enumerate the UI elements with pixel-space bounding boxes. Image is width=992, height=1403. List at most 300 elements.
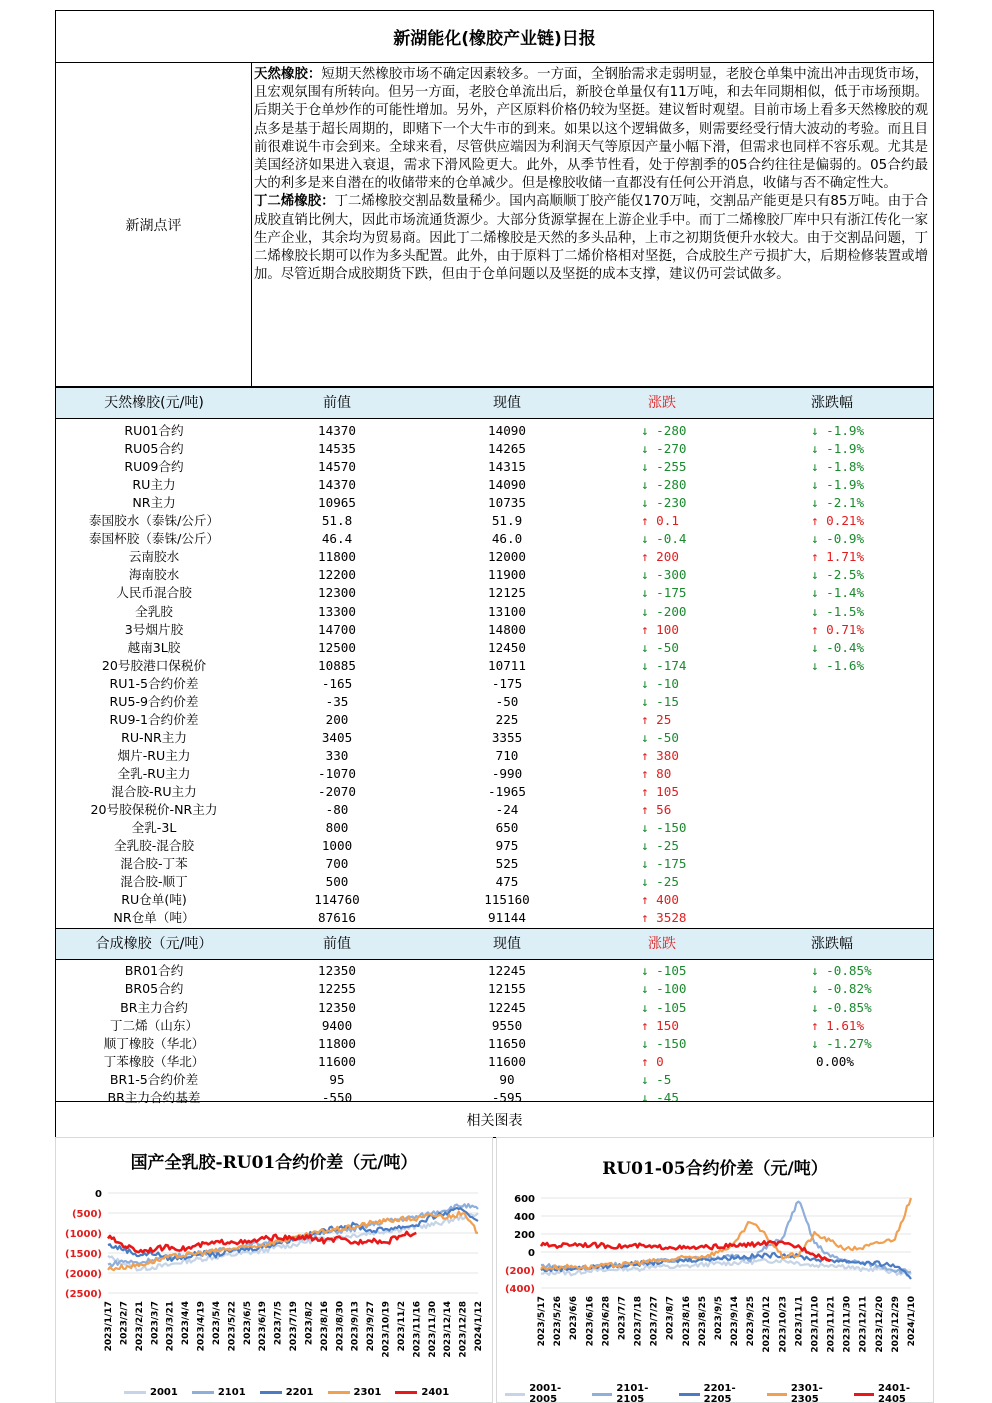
legend-item <box>854 1383 933 1403</box>
chart1-svg <box>56 1138 494 1403</box>
row-prev-value: 10885 <box>318 657 356 673</box>
x-tick-label: 2023/7/27 <box>649 1296 660 1347</box>
arrow-up-icon: ↑ <box>641 711 649 727</box>
row-name: RU-NR主力 <box>121 729 187 745</box>
legend-swatch <box>395 1391 417 1394</box>
row-change <box>641 548 679 566</box>
row-name: 泰国杯胶（泰铢/公斤） <box>88 531 220 547</box>
row-change <box>641 729 679 747</box>
row-current-value: 12245 <box>488 999 526 1015</box>
row-change <box>641 873 679 891</box>
row-change-value: -174 <box>648 657 687 673</box>
x-tick-label: 2023/11/30 <box>427 1301 438 1358</box>
row-prev-value: 14370 <box>318 477 356 493</box>
arrow-down-icon: ↓ <box>641 1035 649 1051</box>
row-change-pct <box>811 566 864 584</box>
x-tick-label: 2023/4/4 <box>181 1301 192 1346</box>
row-change-pct <box>811 657 864 675</box>
row-change-pct-value: -1.27% <box>818 1035 872 1051</box>
comment-natural-paragraph <box>254 66 928 193</box>
row-change-value: 25 <box>648 711 672 727</box>
row-change-value: -175 <box>648 585 687 601</box>
row-change-pct-value: -0.4% <box>818 639 865 655</box>
y-tick-label: 0 <box>528 1248 535 1259</box>
row-change <box>641 530 687 548</box>
legend-label: 2201 <box>285 1387 314 1398</box>
row-prev-value: 11800 <box>318 1035 356 1051</box>
x-tick-label: 2023/3/7 <box>150 1301 161 1346</box>
row-prev-value: 200 <box>325 711 349 727</box>
row-change-value: -300 <box>648 567 687 583</box>
x-tick-label: 2023/8/25 <box>697 1296 708 1347</box>
comment-natural-body: 短期天然橡胶市场不确定因素较多。一方面，全钢胎需求走弱明显，老胶仓单集中流出冲击现货市场，且宏观氛围有所转向。但另一方面，老胶仓单流出后，新胶仓单量仅有11万吨，和去年同期相似，低于市场预期。后期关于仓单炒作的可能性增加。另外，产区原料价格仍较为坚挺。建议暂时观望。目前市场上看多天然橡胶的观点多是基于超长周期的，即赌下一个大牛市的到来。如果以这个逻辑做多，则需要经受行情大波动的考验。而且目前很难说牛市会到来。全球来看，尽管供应端因为利润天气等原因产量小幅下滑，但需求也同样不容乐观。尤其是美国经济如果进入衰退，需求下滑风险更大。此外，从季节性看，处于停割季的05合约往往是偏弱的。05合约最大的利多是来自潜在的收储带来的仓单减少。但是橡胶收储一直都没有任何公开消息，收储与否不确定性大。 <box>254 67 929 192</box>
row-name: NR仓单（吨） <box>113 910 195 926</box>
row-change-pct <box>811 440 864 458</box>
row-prev-value: 14370 <box>318 423 356 438</box>
row-change-pct-value: 0.21% <box>818 513 865 529</box>
x-tick-label: 2023/10/23 <box>778 1296 789 1353</box>
table-row <box>56 512 933 530</box>
row-change-pct-value: -1.5% <box>818 603 865 619</box>
row-change <box>641 621 679 639</box>
table-row <box>56 711 933 729</box>
x-tick-label: 2023/1/17 <box>104 1301 114 1352</box>
table-row <box>56 999 933 1017</box>
legend-swatch <box>767 1393 787 1396</box>
comment-label: 新湖点评 <box>56 63 252 386</box>
row-change-pct-value: -1.9% <box>818 477 865 493</box>
row-change-pct-value: -0.82% <box>818 981 872 997</box>
row-prev-value: -550 <box>321 1089 353 1105</box>
row-change-pct <box>811 494 864 512</box>
row-change-pct <box>811 584 864 602</box>
synthetic-header-1: 前值 <box>323 936 351 953</box>
x-tick-label: 2023/11/2 <box>396 1301 407 1352</box>
row-prev-value: -35 <box>325 693 349 709</box>
arrow-down-icon: ↓ <box>641 603 649 619</box>
row-change-pct <box>811 962 872 980</box>
table-row <box>56 530 933 548</box>
row-current-value: 12125 <box>488 585 526 601</box>
row-change-pct-value: -1.6% <box>818 657 865 673</box>
row-change <box>641 999 687 1017</box>
row-prev-value: 11800 <box>318 549 356 565</box>
row-change <box>641 765 671 783</box>
row-prev-value: 12500 <box>318 639 356 655</box>
row-change-pct <box>811 1017 864 1035</box>
row-change-value: -280 <box>648 423 687 438</box>
y-tick-label: (1000) <box>65 1229 102 1240</box>
row-current-value: 710 <box>495 747 519 763</box>
table-row <box>56 747 933 765</box>
row-change-value: 3528 <box>648 910 687 926</box>
legend-label: 2401-2405 <box>878 1383 911 1403</box>
row-current-value: 51.9 <box>491 513 523 529</box>
row-change-value: -230 <box>648 495 687 511</box>
legend-label: 2401 <box>421 1387 450 1398</box>
row-current-value: 3355 <box>491 729 523 745</box>
row-current-value: -1965 <box>488 784 526 799</box>
legend-swatch <box>854 1393 874 1396</box>
legend-swatch <box>192 1391 214 1394</box>
x-tick-label: 2023/11/21 <box>826 1296 837 1353</box>
arrow-up-icon: ↑ <box>641 1053 649 1069</box>
row-name: 丁二烯（山东） <box>109 1017 199 1033</box>
arrow-down-icon: ↓ <box>811 963 819 979</box>
row-change-pct <box>811 476 864 494</box>
y-tick-label: 400 <box>514 1212 535 1223</box>
legend-item <box>328 1387 382 1398</box>
table-row <box>56 729 933 747</box>
arrow-down-icon: ↓ <box>641 981 649 997</box>
row-current-value: 975 <box>495 838 519 854</box>
row-change-pct <box>811 639 864 657</box>
row-current-value: 14265 <box>488 441 526 457</box>
row-change <box>641 1017 679 1035</box>
x-tick-label: 2023/5/22 <box>227 1301 238 1352</box>
legend-label: 2001-2005 <box>529 1383 562 1403</box>
legend-label: 2301 <box>353 1387 382 1398</box>
row-change-value: -150 <box>648 1035 687 1051</box>
table-row <box>56 819 933 837</box>
x-tick-label: 2023/9/27 <box>366 1301 377 1352</box>
row-change-pct-value: -1.9% <box>818 423 865 438</box>
x-tick-label: 2023/8/30 <box>335 1301 346 1352</box>
legend-swatch <box>679 1393 699 1396</box>
row-change <box>641 980 687 998</box>
x-tick-label: 2023/7/18 <box>633 1296 644 1347</box>
row-prev-value: 500 <box>325 874 349 890</box>
arrow-down-icon: ↓ <box>641 1089 649 1105</box>
row-current-value: 9550 <box>491 1017 523 1033</box>
row-change-value: 150 <box>648 1017 679 1033</box>
row-prev-value: 330 <box>325 747 349 763</box>
row-change-value: -5 <box>648 1071 672 1087</box>
row-current-value: 650 <box>495 820 519 836</box>
arrow-down-icon: ↓ <box>811 459 819 475</box>
row-prev-value: 12255 <box>318 981 356 997</box>
row-change-pct-value: -0.85% <box>818 963 872 979</box>
row-change <box>641 837 679 855</box>
row-current-value: 11600 <box>488 1053 526 1069</box>
x-tick-label: 2023/12/29 <box>890 1296 901 1353</box>
row-change <box>641 657 687 675</box>
row-current-value: 91144 <box>488 910 526 926</box>
row-change-pct <box>811 621 864 639</box>
row-change-pct <box>811 1035 872 1053</box>
arrow-down-icon: ↓ <box>811 495 819 511</box>
arrow-down-icon: ↓ <box>641 675 649 691</box>
row-current-value: 90 <box>499 1071 515 1087</box>
row-current-value: 12450 <box>488 639 526 655</box>
x-tick-label: 2023/12/28 <box>458 1301 469 1358</box>
row-prev-value: 9400 <box>321 1017 353 1033</box>
arrow-down-icon: ↓ <box>641 1071 649 1087</box>
table-row <box>56 603 933 621</box>
row-current-value: 115160 <box>484 892 530 908</box>
table-row <box>56 855 933 873</box>
row-change <box>641 440 687 458</box>
y-tick-label: 200 <box>514 1230 535 1241</box>
x-tick-label: 2023/10/12 <box>762 1296 773 1353</box>
legend-swatch <box>124 1391 146 1394</box>
arrow-down-icon: ↓ <box>641 423 649 438</box>
row-current-value: -990 <box>491 765 523 781</box>
table-row <box>56 494 933 512</box>
row-name: 泰国胶水（泰铢/公斤） <box>88 513 220 529</box>
row-change-value: 200 <box>648 549 679 565</box>
comment-natural-head: 天然橡胶： <box>254 67 322 82</box>
x-tick-label: 2023/6/5 <box>242 1301 253 1346</box>
arrow-down-icon: ↓ <box>811 531 819 547</box>
chart1-legend <box>124 1387 449 1398</box>
arrow-up-icon: ↑ <box>811 621 819 637</box>
chart2-legend <box>505 1383 933 1403</box>
row-change-value: -45 <box>648 1089 679 1105</box>
table-row <box>56 980 933 998</box>
row-current-value: 475 <box>495 874 519 890</box>
table-row <box>56 422 933 440</box>
row-change-value: -0.4 <box>648 531 687 547</box>
arrow-down-icon: ↓ <box>641 459 649 475</box>
row-change <box>641 891 679 909</box>
row-prev-value: 51.8 <box>321 513 353 529</box>
x-tick-label: 2023/3/21 <box>165 1301 176 1352</box>
arrow-down-icon: ↓ <box>641 856 649 872</box>
row-name: RU仓单(吨) <box>121 892 187 908</box>
row-name: 烟片-RU主力 <box>117 747 191 763</box>
row-change-value: 0.1 <box>648 513 679 529</box>
row-change-pct <box>816 1053 854 1071</box>
row-change-value: -25 <box>648 838 679 854</box>
row-change-value: -270 <box>648 441 687 457</box>
row-name: RU主力 <box>132 477 176 493</box>
arrow-down-icon: ↓ <box>811 477 819 493</box>
x-tick-label: 2023/5/17 <box>537 1296 547 1347</box>
table-row <box>56 476 933 494</box>
chart1-title: 国产全乳胶-RU01合约价差（元/吨） <box>130 1153 418 1173</box>
table-row <box>56 1053 933 1071</box>
row-change-value: -105 <box>648 963 687 979</box>
arrow-down-icon: ↓ <box>641 639 649 655</box>
row-name: 混合胶-顺丁 <box>120 874 188 890</box>
legend-label: 2101-2105 <box>616 1383 649 1403</box>
row-name: RU9-1合约价差 <box>109 711 199 727</box>
row-current-value: 13100 <box>488 603 526 619</box>
arrow-up-icon: ↑ <box>641 1017 649 1033</box>
legend-item <box>592 1383 671 1403</box>
chart2-title: RU01-05合约价差（元/吨） <box>602 1159 828 1179</box>
table-row <box>56 765 933 783</box>
row-change <box>641 962 687 980</box>
x-tick-label: 2023/10/19 <box>381 1301 392 1358</box>
arrow-down-icon: ↓ <box>641 693 649 709</box>
y-tick-label: (2500) <box>65 1289 102 1300</box>
row-change-value: -25 <box>648 874 679 890</box>
arrow-down-icon: ↓ <box>641 838 649 854</box>
arrow-down-icon: ↓ <box>641 729 649 745</box>
natural-header-4: 涨跌幅 <box>811 395 853 411</box>
row-change-value: -10 <box>648 675 679 691</box>
arrow-down-icon: ↓ <box>641 874 649 890</box>
row-prev-value: -1070 <box>318 765 356 781</box>
row-current-value: 14800 <box>488 621 526 637</box>
row-change-pct <box>811 999 872 1017</box>
row-change <box>641 512 679 530</box>
row-current-value: 14090 <box>488 477 526 493</box>
row-change-value: -150 <box>648 820 687 836</box>
table-row <box>56 783 933 801</box>
row-current-value: -24 <box>495 802 519 818</box>
synthetic-header-2: 现值 <box>493 936 521 953</box>
arrow-up-icon: ↑ <box>641 621 649 637</box>
row-prev-value: 11600 <box>318 1053 356 1069</box>
row-change <box>641 603 687 621</box>
row-current-value: -175 <box>491 675 523 691</box>
legend-item <box>679 1383 758 1403</box>
y-tick-label: 600 <box>514 1194 535 1205</box>
synthetic-header-3: 涨跌 <box>648 936 676 953</box>
row-change-value: -50 <box>648 639 679 655</box>
legend-item <box>192 1387 246 1398</box>
table-row <box>56 657 933 675</box>
row-change <box>641 422 687 440</box>
arrow-down-icon: ↓ <box>641 999 649 1015</box>
related-charts-label: 相关图表 <box>56 1101 933 1137</box>
row-change <box>641 909 687 927</box>
row-change-value: -200 <box>648 603 687 619</box>
x-tick-label: 2024/1/10 <box>907 1296 917 1347</box>
row-name: BR05合约 <box>124 981 184 997</box>
row-name: 顺丁橡胶（华北） <box>103 1035 205 1051</box>
row-change-value: -255 <box>648 459 687 475</box>
row-change <box>641 494 687 512</box>
arrow-down-icon: ↓ <box>811 639 819 655</box>
x-tick-label: 2023/11/16 <box>412 1301 423 1358</box>
arrow-down-icon: ↓ <box>811 981 819 997</box>
row-current-value: 46.0 <box>491 531 523 547</box>
row-change-value: -15 <box>648 693 679 709</box>
legend-item <box>505 1383 584 1403</box>
row-change <box>641 476 687 494</box>
chart-ru01-05-spread <box>496 1137 934 1403</box>
x-tick-label: 2023/6/6 <box>569 1296 580 1341</box>
arrow-down-icon: ↓ <box>811 585 819 601</box>
x-tick-label: 2023/11/30 <box>842 1296 853 1353</box>
row-change <box>641 819 687 837</box>
legend-label: 2101 <box>217 1387 246 1398</box>
row-current-value: 10711 <box>488 657 526 673</box>
arrow-down-icon: ↓ <box>641 531 649 547</box>
x-tick-label: 2023/5/4 <box>211 1301 222 1346</box>
row-prev-value: -2070 <box>318 784 356 799</box>
row-change-pct-value: -1.9% <box>818 441 865 457</box>
legend-item <box>260 1387 314 1398</box>
x-tick-label: 2023/12/11 <box>858 1296 869 1353</box>
row-name: RU05合约 <box>124 441 184 457</box>
arrow-down-icon: ↓ <box>641 477 649 493</box>
row-change-pct-value: -0.85% <box>818 999 872 1015</box>
table-row <box>56 458 933 476</box>
row-name: 20号胶港口保税价 <box>101 657 207 673</box>
x-tick-label: 2023/9/25 <box>746 1296 757 1347</box>
table-row <box>56 1071 933 1089</box>
row-current-value: -50 <box>495 693 519 709</box>
legend-swatch <box>505 1393 525 1396</box>
row-prev-value: 3405 <box>321 729 353 745</box>
table-row <box>56 891 933 909</box>
row-current-value: 10735 <box>488 495 526 511</box>
row-change <box>641 1053 664 1071</box>
row-change-pct <box>811 603 864 621</box>
x-tick-label: 2023/7/5 <box>273 1301 284 1346</box>
natural-rubber-header <box>56 387 933 419</box>
row-change-value: -105 <box>648 999 687 1015</box>
row-name: 全乳-RU主力 <box>117 765 191 781</box>
row-change <box>641 1071 671 1089</box>
arrow-down-icon: ↓ <box>641 585 649 601</box>
arrow-up-icon: ↑ <box>641 910 649 926</box>
x-tick-label: 2023/12/14 <box>443 1301 454 1358</box>
row-change-pct <box>811 458 864 476</box>
row-change-pct-value: 0.00% <box>816 1053 854 1069</box>
row-change-value: -280 <box>648 477 687 493</box>
row-name: RU1-5合约价差 <box>109 675 199 691</box>
row-name: NR主力 <box>132 495 176 511</box>
y-tick-label: (1500) <box>65 1249 102 1260</box>
row-prev-value: 14570 <box>318 459 356 475</box>
arrow-up-icon: ↑ <box>811 549 819 565</box>
row-current-value: -595 <box>491 1089 523 1105</box>
natural-header-2: 现值 <box>493 395 521 411</box>
x-tick-label: 2024/1/12 <box>474 1301 484 1352</box>
table-row <box>56 909 933 927</box>
row-prev-value: 13300 <box>318 603 356 619</box>
row-change-value: 56 <box>648 802 672 818</box>
row-name: BR01合约 <box>124 963 184 979</box>
arrow-up-icon: ↑ <box>811 1017 819 1033</box>
legend-swatch <box>260 1391 282 1394</box>
row-current-value: 11900 <box>488 567 526 583</box>
row-change-value: 380 <box>648 747 679 763</box>
comment-br-body: 丁二烯橡胶交割品数量稀少。国内高顺顺丁胶产能仅170万吨，交割品产能更是只有85万吨。由于合成胶直销比例大，因此市场流通货源少。大部分货源掌握在上游企业手中。而丁二烯橡胶厂库中只有浙江传化一家生产企业，其余均为贸易商。因此丁二烯橡胶是天然的多头品种，上市之初期货便升水较大。由于交割品问题，丁二烯橡胶长期可以作为多头配置。此外，由于原料丁二烯价格相对坚挺，合成胶生产亏损扩大，后期检修装置或增加。尽管近期合成胶期货下跌，但由于仓单问题以及坚挺的成本支撑，建议仍可尝试做多。 <box>254 194 928 283</box>
x-tick-label: 2023/7/7 <box>617 1296 628 1341</box>
row-change-pct-value: -2.1% <box>818 495 865 511</box>
arrow-up-icon: ↑ <box>641 549 649 565</box>
y-tick-label: (500) <box>71 1209 102 1220</box>
row-name: 混合胶-RU主力 <box>111 784 197 799</box>
row-name: BR1-5合约价差 <box>109 1071 199 1087</box>
table-row <box>56 837 933 855</box>
x-tick-label: 2023/8/7 <box>665 1296 676 1341</box>
row-change <box>641 855 687 873</box>
row-prev-value: 12350 <box>318 963 356 979</box>
row-name: 丁苯橡胶（华北） <box>103 1053 205 1069</box>
table-row <box>56 440 933 458</box>
natural-header-3: 涨跌 <box>648 395 676 411</box>
row-change <box>641 1035 687 1053</box>
row-change-pct <box>811 980 872 998</box>
synthetic-rubber-header <box>56 928 933 960</box>
arrow-up-icon: ↑ <box>811 513 819 529</box>
row-change-value: 0 <box>648 1053 664 1069</box>
row-name: RU09合约 <box>124 459 184 475</box>
row-name: 3号烟片胶 <box>124 621 184 637</box>
legend-label: 2301-2305 <box>790 1383 823 1403</box>
row-change-value: -175 <box>648 856 687 872</box>
row-change-pct <box>811 512 864 530</box>
row-name: 全乳胶 <box>135 603 173 619</box>
